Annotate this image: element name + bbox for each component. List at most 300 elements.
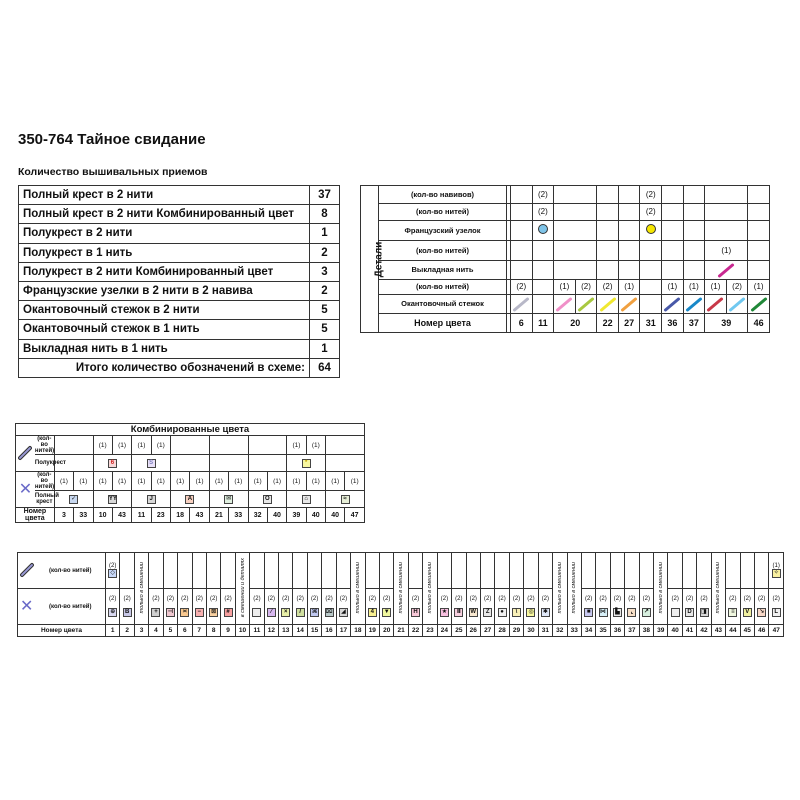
combined-colors-table xyxy=(15,423,365,523)
half-cross-cell xyxy=(120,553,134,589)
blend-note: только в смешении xyxy=(556,561,563,614)
stitch-type-label: Полный крест в 2 нити xyxy=(19,186,310,205)
bs-count-6: (2) xyxy=(511,280,533,294)
stitch-type-count: 3 xyxy=(310,262,340,281)
half-cross-cell xyxy=(322,553,336,589)
full-thread-count: (2) xyxy=(109,596,117,602)
thread-count: (1) xyxy=(306,436,325,455)
full-cross-symbol: ≡ xyxy=(728,608,737,617)
half-cross-cell xyxy=(279,553,293,589)
full-cross-cell xyxy=(380,589,394,625)
full-thread-count: (2) xyxy=(484,596,492,602)
color-num: 36 xyxy=(662,314,684,333)
thread-count: (1) xyxy=(93,436,112,455)
summary-total-label: Итого количество обозначений в схеме: xyxy=(19,358,310,377)
main-color-number: 28 xyxy=(495,625,509,637)
summary-row xyxy=(19,205,340,224)
blend-note: только в смешении xyxy=(398,561,405,614)
main-color-number: 1 xyxy=(106,625,120,637)
full-thread-count: (2) xyxy=(671,596,679,602)
full-cross-symbol: ⋈ xyxy=(600,609,607,615)
full-thread-count: (2) xyxy=(599,596,607,602)
full-cross-cell xyxy=(149,589,163,625)
wraps-label: (кол-во навивов) xyxy=(379,186,507,204)
full-cross-cell xyxy=(697,589,711,625)
stitch-type-label: Выкладная нить в 1 нить xyxy=(19,339,310,358)
full-cross-symbol: B xyxy=(123,608,132,617)
backstitch-swatch xyxy=(621,297,638,312)
summary-row xyxy=(19,224,340,243)
full-thread-count: (2) xyxy=(700,596,708,602)
stitch-type-count: 2 xyxy=(310,243,340,262)
main-color-number: 36 xyxy=(610,625,624,637)
full-cross-icon: ✕ xyxy=(16,472,35,508)
full-cross-cell xyxy=(192,589,206,625)
main-color-number: 25 xyxy=(452,625,466,637)
main-color-number: 42 xyxy=(697,625,711,637)
thread-count: (1) xyxy=(132,472,151,491)
full-cross-symbol xyxy=(671,608,680,617)
combo-color-number: 40 xyxy=(306,508,325,523)
half-cross-cell xyxy=(711,553,725,625)
main-color-number: 24 xyxy=(437,625,451,637)
half-cross-cell xyxy=(235,553,249,625)
full-cross-cell xyxy=(206,589,220,625)
combo-color-number: 32 xyxy=(248,508,267,523)
blend-note: в смешении и деталях xyxy=(239,557,246,618)
full-cross-cell xyxy=(336,589,350,625)
summary-row xyxy=(19,281,340,300)
full-cross-symbol: ⌞ xyxy=(627,608,636,617)
combo-full-symbol-cell xyxy=(93,491,132,508)
half-cross-cell xyxy=(394,553,408,625)
full-thread-count: (2) xyxy=(325,596,333,602)
main-color-number: 44 xyxy=(726,625,740,637)
full-cross-cell xyxy=(682,589,696,625)
full-cross-cell xyxy=(524,589,538,625)
half-cross-cell xyxy=(480,553,494,589)
color-number-label: Номер цвета xyxy=(379,314,507,333)
full-cross-cell xyxy=(495,589,509,625)
full-cross-cell xyxy=(178,589,192,625)
full-cross-cell xyxy=(538,589,552,625)
half-cross-cell xyxy=(538,553,552,589)
main-color-number: 2 xyxy=(120,625,134,637)
half-cross-cell xyxy=(178,553,192,589)
full-thread-count: (2) xyxy=(267,596,276,602)
full-cross-cell xyxy=(754,589,768,625)
bs-count-22: (2) xyxy=(597,280,619,294)
main-color-number: 11 xyxy=(250,625,264,637)
thread-count: (1) xyxy=(112,436,131,455)
combo-color-number: 40 xyxy=(326,508,345,523)
main-color-number: 46 xyxy=(754,625,768,637)
full-thread-count: (2) xyxy=(613,596,622,602)
half-cross-cell xyxy=(250,553,264,589)
stitch-type-count: 8 xyxy=(310,205,340,224)
thread-count: (1) xyxy=(287,472,306,491)
combo-half-cross-label: Полукрест xyxy=(35,455,54,472)
bs-count-46: (1) xyxy=(748,280,770,294)
full-cross-symbol: ◎ xyxy=(528,609,534,615)
half-cross-cell xyxy=(437,553,451,589)
full-cross-symbol: Z xyxy=(483,608,492,617)
full-thread-count: (2) xyxy=(224,596,232,602)
stitch-type-label: Французские узелки в 2 нити в 2 навива xyxy=(19,281,310,300)
half-cross-cell xyxy=(769,553,784,589)
half-cross-cell xyxy=(221,553,235,589)
combo-full-symbol: ⌂ xyxy=(302,495,311,504)
combo-color-number: 18 xyxy=(171,508,190,523)
full-cross-cell xyxy=(452,589,466,625)
full-cross-symbol: + xyxy=(151,608,160,617)
main-color-number: 6 xyxy=(178,625,192,637)
full-cross-cell xyxy=(307,589,321,625)
full-thread-count: (2) xyxy=(758,596,766,602)
stitch-type-label: Окантовочный стежок в 1 нить xyxy=(19,320,310,339)
full-thread-count: (2) xyxy=(166,596,175,602)
thread-count: (1) xyxy=(112,472,131,491)
full-cross-cell xyxy=(639,589,653,625)
main-color-number: 4 xyxy=(149,625,163,637)
combo-half-symbol: 6 xyxy=(108,459,117,468)
full-cross-symbol: ⊣ xyxy=(167,609,174,615)
half-cross-cell xyxy=(149,553,163,589)
combo-full-symbol: ≈ xyxy=(341,495,350,504)
main-color-number: 9 xyxy=(221,625,235,637)
full-thread-count: (2) xyxy=(310,596,319,602)
summary-row xyxy=(19,262,340,281)
backstitch-swatch xyxy=(685,297,702,312)
full-cross-cell xyxy=(221,589,235,625)
knot-wraps-11: (2) xyxy=(532,186,554,204)
bs-count-36: (1) xyxy=(662,280,684,294)
full-cross-cell xyxy=(437,589,451,625)
stitch-type-label: Полный крест в 2 нити Комбинированный цвет xyxy=(19,205,310,224)
full-cross-symbol: ↘ xyxy=(759,609,765,615)
full-thread-count: (2) xyxy=(729,596,737,602)
main-color-number: 22 xyxy=(408,625,422,637)
color-num: 20 xyxy=(554,314,597,333)
backstitch-swatch xyxy=(750,297,767,312)
main-color-number: 8 xyxy=(206,625,220,637)
full-cross-cell xyxy=(596,589,610,625)
couching-label: Выкладная нить xyxy=(379,260,507,280)
stitch-type-count: 5 xyxy=(310,301,340,320)
full-cross-symbol: ● xyxy=(498,608,507,617)
full-cross-symbol: ↗ xyxy=(643,609,649,615)
combo-full-cross-label: Полный крест xyxy=(35,491,54,508)
thread-count: (1) xyxy=(132,436,151,455)
combo-color-number: 33 xyxy=(229,508,248,523)
full-thread-count: (2) xyxy=(339,596,348,602)
thread-count: (1) xyxy=(306,472,325,491)
full-cross-cell xyxy=(322,589,336,625)
full-cross-symbol: \ xyxy=(512,608,521,617)
color-num: 31 xyxy=(640,314,662,333)
half-cross-cell xyxy=(163,553,177,589)
full-cross-symbol: V xyxy=(743,608,752,617)
half-cross-symbol: ✧ xyxy=(773,570,779,576)
full-thread-count: (2) xyxy=(455,596,463,602)
main-color-number: 30 xyxy=(524,625,538,637)
main-color-number: 47 xyxy=(769,625,784,637)
stitch-type-count: 1 xyxy=(310,224,340,243)
combo-full-symbol-cell xyxy=(171,491,210,508)
half-cross-cell xyxy=(408,553,422,589)
full-thread-count: (2) xyxy=(469,596,477,602)
full-cross-symbol: D xyxy=(685,608,694,617)
french-knot-swatch-11 xyxy=(538,224,548,234)
color-num: 39 xyxy=(705,314,748,333)
main-color-number: 13 xyxy=(279,625,293,637)
knot-threads-11: (2) xyxy=(532,203,554,221)
full-cross-symbol: L xyxy=(772,608,781,617)
combo-full-symbol: ✉ xyxy=(226,495,232,502)
blend-note: только в смешении xyxy=(354,561,361,614)
half-thread-count: (2) xyxy=(109,563,117,569)
color-num: 37 xyxy=(683,314,705,333)
combo-full-symbol-cell xyxy=(54,491,93,508)
main-color-number: 35 xyxy=(596,625,610,637)
main-color-number: 45 xyxy=(740,625,754,637)
half-cross-cell xyxy=(192,553,206,589)
full-cross-symbol: ◨ xyxy=(701,609,707,615)
full-cross-symbol xyxy=(252,608,261,617)
main-color-number: 34 xyxy=(581,625,595,637)
half-cross-cell xyxy=(293,553,307,589)
thread-count: (1) xyxy=(248,472,267,491)
combo-color-number: 23 xyxy=(151,508,170,523)
full-cross-symbol: 4 xyxy=(368,608,377,617)
backstitch-swatch xyxy=(599,297,616,312)
full-thread-count: (2) xyxy=(383,596,391,602)
backstitch-threads-label: (кол-во нитей) xyxy=(379,280,507,294)
combo-color-number: 33 xyxy=(74,508,93,523)
main-color-number: 18 xyxy=(351,625,365,637)
combo-color-number: 43 xyxy=(112,508,131,523)
half-cross-cell xyxy=(754,553,768,589)
details-side-label: Детали xyxy=(361,186,379,333)
summary-total-value: 64 xyxy=(310,358,340,377)
backstitch-swatch xyxy=(556,297,573,312)
full-cross-symbol: Ⅱ xyxy=(454,608,463,617)
thread-count: (1) xyxy=(345,472,365,491)
thread-count: (1) xyxy=(267,472,286,491)
full-thread-count: (2) xyxy=(282,596,290,602)
summary-row xyxy=(19,320,340,339)
full-cross-cell xyxy=(120,589,134,625)
summary-row xyxy=(19,339,340,358)
stitch-type-count: 37 xyxy=(310,186,340,205)
color-num: 6 xyxy=(511,314,533,333)
main-color-number-label: Номер цвета xyxy=(18,625,106,637)
half-cross-cell xyxy=(682,553,696,589)
couching-threads-39: (1) xyxy=(705,240,748,260)
main-threads-label-full: (кол-во нитей) xyxy=(36,589,106,625)
full-cross-symbol: ■ xyxy=(584,608,593,617)
combo-full-symbol: ✓ xyxy=(71,495,77,502)
main-color-number: 20 xyxy=(380,625,394,637)
full-cross-cell xyxy=(408,589,422,625)
bs-count-37: (1) xyxy=(683,280,705,294)
full-thread-count: (2) xyxy=(195,596,203,602)
main-colors-table xyxy=(17,552,784,637)
combo-color-number: 39 xyxy=(287,508,306,523)
full-cross-symbol: − xyxy=(195,608,204,617)
details-table xyxy=(360,185,770,333)
full-cross-symbol: ⌧ xyxy=(325,609,333,615)
stitch-type-count: 2 xyxy=(310,281,340,300)
full-cross-symbol: ⌘ xyxy=(311,609,318,615)
combo-full-symbol-cell xyxy=(209,491,248,508)
thread-count: (1) xyxy=(93,472,112,491)
color-num: 27 xyxy=(618,314,640,333)
full-cross-symbol: ▼ xyxy=(383,609,390,615)
full-cross-symbol: ⊕ xyxy=(110,609,116,615)
half-cross-cell xyxy=(740,553,754,589)
main-color-number: 43 xyxy=(711,625,725,637)
half-cross-icon xyxy=(16,436,35,472)
full-cross-symbol: H xyxy=(411,608,420,617)
combo-full-symbol: A xyxy=(185,495,194,504)
full-thread-count: (2) xyxy=(743,596,751,602)
main-color-number: 38 xyxy=(639,625,653,637)
full-cross-cell xyxy=(740,589,754,625)
full-thread-count: (2) xyxy=(541,596,550,602)
combo-threads-label-full: (кол-во нитей) xyxy=(34,472,55,490)
full-thread-count: (2) xyxy=(498,596,506,602)
knot-threads-label: (кол-во нитей) xyxy=(379,203,507,221)
main-color-number: 10 xyxy=(235,625,249,637)
combo-full-symbol: ΥΥ xyxy=(108,495,117,502)
full-cross-cell xyxy=(279,589,293,625)
half-cross-cell xyxy=(307,553,321,589)
blend-note: только в смешении xyxy=(657,561,664,614)
half-cross-icon xyxy=(18,553,36,589)
full-thread-count: (2) xyxy=(123,596,131,602)
main-color-number: 41 xyxy=(682,625,696,637)
combo-full-symbol: J xyxy=(147,495,156,504)
combo-color-number: 3 xyxy=(54,508,73,523)
main-color-number: 32 xyxy=(553,625,567,637)
half-cross-cell xyxy=(380,553,394,589)
full-cross-cell xyxy=(365,589,379,625)
full-cross-symbol: ⁄ xyxy=(267,608,276,617)
half-cross-cell xyxy=(654,553,668,625)
full-cross-cell xyxy=(769,589,784,625)
stitch-type-count: 1 xyxy=(310,339,340,358)
full-thread-count: (2) xyxy=(209,596,218,602)
half-cross-cell xyxy=(553,553,567,625)
thread-count: (1) xyxy=(54,472,73,491)
main-color-number: 33 xyxy=(567,625,581,637)
summary-row xyxy=(19,186,340,205)
full-thread-count: (2) xyxy=(584,596,593,602)
stitch-type-label: Полукрест в 2 нити Комбинированный цвет xyxy=(19,262,310,281)
full-cross-cell xyxy=(106,589,120,625)
combo-half-symbol: * xyxy=(302,459,311,468)
full-cross-cell xyxy=(610,589,624,625)
main-color-number: 16 xyxy=(322,625,336,637)
half-thread-count: (1) xyxy=(772,563,780,569)
full-cross-symbol: ◢ xyxy=(339,608,348,617)
combo-full-symbol: O xyxy=(263,495,272,504)
main-color-number: 15 xyxy=(307,625,321,637)
half-cross-cell xyxy=(466,553,480,589)
main-color-number: 23 xyxy=(423,625,437,637)
main-color-number: 29 xyxy=(509,625,523,637)
thread-count: (1) xyxy=(287,436,306,455)
combo-full-symbol-cell xyxy=(132,491,171,508)
half-cross-cell xyxy=(423,553,437,625)
half-cross-cell xyxy=(625,553,639,589)
half-cross-cell xyxy=(206,553,220,589)
full-cross-symbol: ▙ xyxy=(613,608,622,617)
blend-note: только в смешении xyxy=(715,561,722,614)
blend-note: только в смешении xyxy=(426,561,433,614)
full-cross-cell xyxy=(163,589,177,625)
stitch-type-count: 5 xyxy=(310,320,340,339)
half-cross-cell xyxy=(106,553,120,589)
knot-threads-31: (2) xyxy=(640,203,662,221)
full-thread-count: (2) xyxy=(368,596,376,602)
half-cross-cell xyxy=(495,553,509,589)
thread-count: (1) xyxy=(171,472,190,491)
full-thread-count: (2) xyxy=(772,596,780,602)
half-cross-cell xyxy=(596,553,610,589)
french-knot-swatch-31 xyxy=(646,224,656,234)
bs-count-39b: (2) xyxy=(726,280,748,294)
full-cross-symbol: ⊠ xyxy=(211,609,217,615)
full-thread-count: (2) xyxy=(181,596,189,602)
thread-count: (1) xyxy=(326,472,345,491)
blend-note: только в смешении xyxy=(138,561,145,614)
combo-color-number: 10 xyxy=(93,508,112,523)
half-cross-cell xyxy=(452,553,466,589)
main-color-number: 37 xyxy=(625,625,639,637)
thread-count: (1) xyxy=(190,472,209,491)
half-cross-cell xyxy=(134,553,148,625)
full-thread-count: (2) xyxy=(642,596,650,602)
bs-count-20b: (2) xyxy=(575,280,597,294)
section-subtitle: Количество вышивальных приемов xyxy=(18,166,208,178)
couching-swatch-39 xyxy=(718,263,735,278)
full-cross-cell xyxy=(509,589,523,625)
full-cross-symbol: # xyxy=(224,608,233,617)
full-cross-cell xyxy=(264,589,278,625)
backstitch-swatch xyxy=(577,297,594,312)
half-cross-cell xyxy=(365,553,379,589)
backstitch-swatch xyxy=(707,297,724,312)
combo-color-number: 43 xyxy=(190,508,209,523)
full-thread-count: (2) xyxy=(152,596,160,602)
full-cross-cell xyxy=(625,589,639,625)
combo-color-number: 40 xyxy=(267,508,286,523)
stitch-type-label: Полукрест в 1 нить xyxy=(19,243,310,262)
full-cross-symbol: W xyxy=(470,609,477,615)
combo-full-symbol-cell xyxy=(248,491,287,508)
half-cross-cell xyxy=(567,553,581,625)
thread-count: (1) xyxy=(151,472,170,491)
full-cross-cell xyxy=(250,589,264,625)
main-color-number: 5 xyxy=(163,625,177,637)
backstitch-swatch xyxy=(513,297,530,312)
half-cross-cell xyxy=(524,553,538,589)
combo-color-number-label: Номер цвета xyxy=(16,508,55,523)
full-thread-count: (2) xyxy=(253,596,261,602)
color-num: 11 xyxy=(532,314,554,333)
